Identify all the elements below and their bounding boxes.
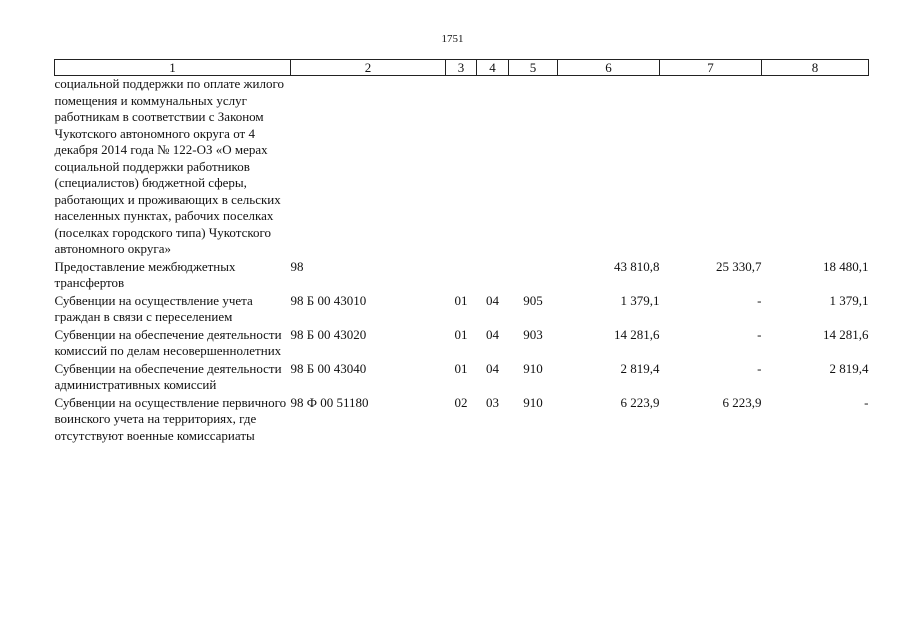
- regional-amount: 2 819,4: [829, 360, 869, 376]
- table-row: [55, 361, 869, 395]
- page-number: 1751: [441, 33, 464, 45]
- table-row: [55, 76, 869, 259]
- row-name: Субвенции на обеспечение деятельности комиссий по делам несовершеннолетних: [54, 326, 282, 358]
- target-code: 98 Б 00 43010: [290, 292, 367, 308]
- table-row: [55, 293, 869, 327]
- total-amount: 6 223,9: [620, 394, 660, 410]
- regional-amount: [762, 76, 869, 259]
- total-amount: 43 810,8: [614, 258, 660, 274]
- column-header: 3: [446, 60, 477, 76]
- budget-table: [54, 59, 869, 445]
- table-row: [55, 259, 869, 293]
- total-amount: 14 281,6: [614, 326, 660, 342]
- column-header: 4: [477, 60, 509, 76]
- row-name: Субвенции на осуществление первичного воинского учета на территориях, где отсутствуют военные комиссариаты: [54, 394, 287, 443]
- federal-amount: 25 330,7: [716, 258, 762, 274]
- target-code: 98 Б 00 43040: [290, 360, 367, 376]
- target-code: 98 Б 00 43020: [290, 326, 367, 342]
- regional-amount: -: [864, 394, 869, 410]
- regional-amount: 18 480,1: [823, 258, 869, 274]
- subsection-code: 04: [486, 360, 499, 376]
- regional-amount: 14 281,6: [823, 326, 869, 342]
- expense-type-code: 903: [523, 326, 543, 342]
- section-code: 01: [454, 326, 468, 342]
- row-name: Субвенции на обеспечение деятельности административных комиссий: [54, 360, 282, 392]
- subsection-code: 04: [486, 292, 499, 308]
- row-name: социальной поддержки по оплате жилого помещения и коммунальных услуг работникам в соответствии с Законом Чукотского автономного округа от 4 декабря 2014 года № 122-ОЗ «О мерах социальной поддержки работников (специалистов) бюджетной сферы, работающих и проживающих в сельских населенных пунктах, рабочих поселках (поселках городского типа) Чукотского автономного округа»: [54, 76, 284, 256]
- section-code: [446, 259, 477, 293]
- section-code: 01: [454, 360, 468, 376]
- total-amount: 1 379,1: [620, 292, 660, 308]
- expense-type-code: 905: [523, 292, 543, 308]
- row-name: Субвенции на осуществление учета граждан в связи с переселением: [54, 292, 253, 324]
- column-header: 5: [509, 60, 558, 76]
- column-header: 1: [55, 60, 291, 76]
- column-header: 8: [762, 60, 869, 76]
- subsection-code: 04: [486, 326, 499, 342]
- expense-type-code: [509, 76, 558, 259]
- subsection-code: 03: [486, 394, 499, 410]
- target-code: 98: [290, 258, 304, 274]
- federal-amount: -: [757, 292, 762, 308]
- target-code: [291, 76, 446, 259]
- table-row: [55, 395, 869, 446]
- column-header: 7: [660, 60, 762, 76]
- federal-amount: [660, 76, 762, 259]
- section-code: [446, 76, 477, 259]
- regional-amount: 1 379,1: [829, 292, 869, 308]
- total-amount: [558, 76, 660, 259]
- federal-amount: -: [757, 326, 762, 342]
- section-code: 02: [454, 394, 468, 410]
- expense-type-code: 910: [523, 360, 543, 376]
- target-code: 98 Ф 00 51180: [290, 394, 369, 410]
- table-row: [55, 327, 869, 361]
- subsection-code: [477, 76, 509, 259]
- column-header: 2: [291, 60, 446, 76]
- total-amount: 2 819,4: [620, 360, 660, 376]
- section-code: 01: [454, 292, 468, 308]
- expense-type-code: [509, 259, 558, 293]
- column-header: 6: [558, 60, 660, 76]
- subsection-code: [477, 259, 509, 293]
- federal-amount: 6 223,9: [722, 394, 762, 410]
- federal-amount: -: [757, 360, 762, 376]
- column-number-row: [55, 60, 869, 76]
- row-name: Предоставление межбюджетных трансфертов: [54, 258, 236, 290]
- expense-type-code: 910: [523, 394, 543, 410]
